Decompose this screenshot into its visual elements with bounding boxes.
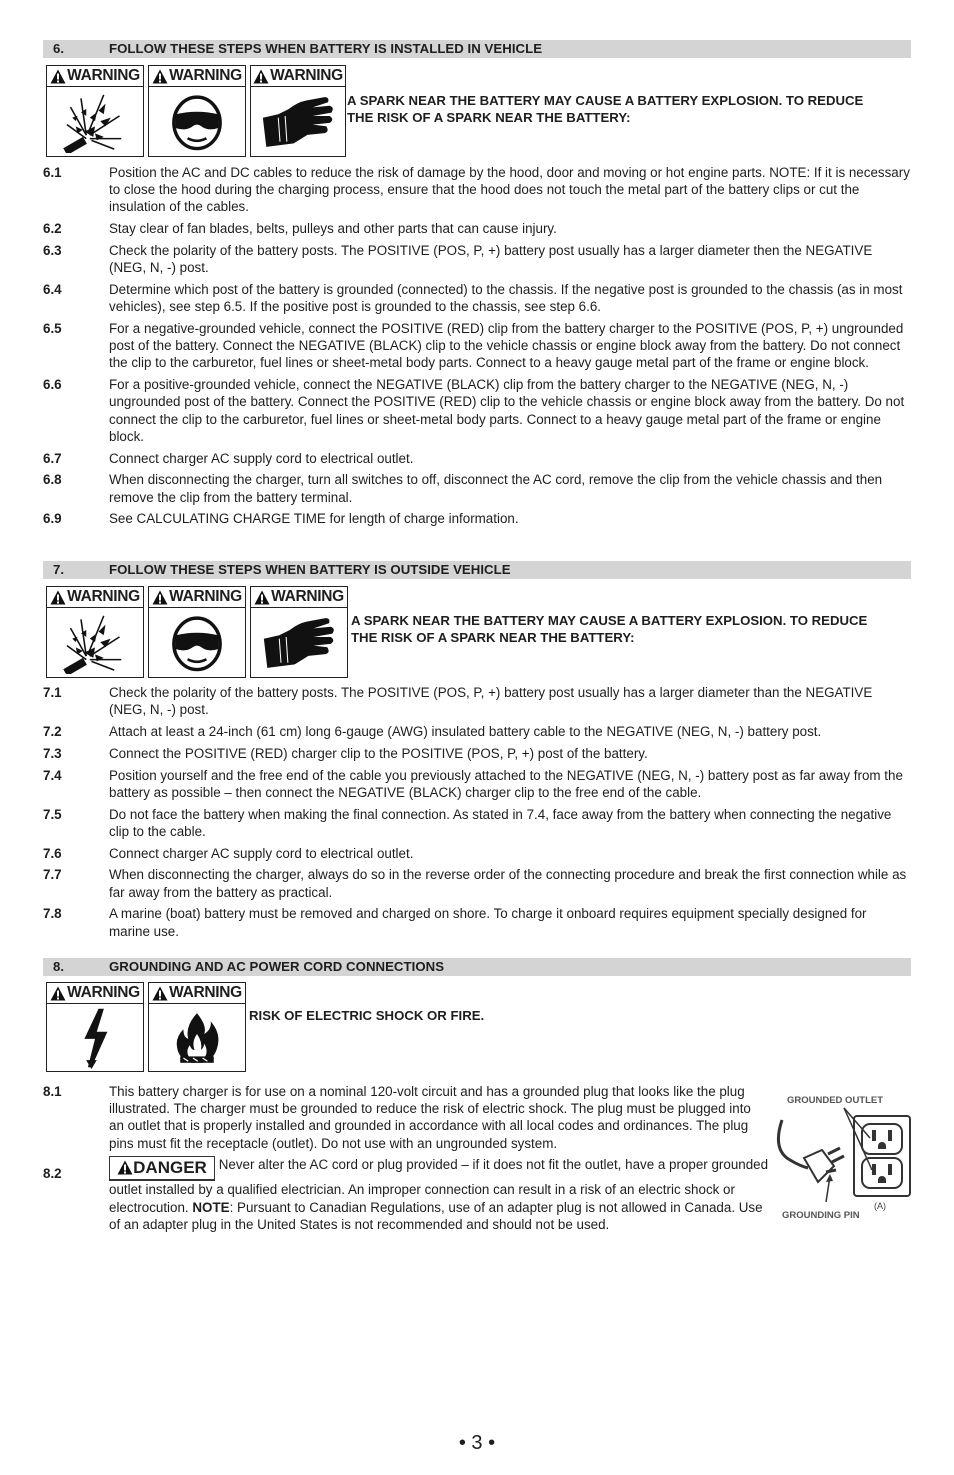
warning-triangle-icon (50, 986, 66, 1001)
electric-shock-icon (75, 1007, 115, 1069)
list-item: 6.9 See CALCULATING CHARGE TIME for length of charge information. (43, 511, 519, 527)
warning-triangle-icon (152, 590, 168, 605)
section-8-warning-text: RISK OF ELECTRIC SHOCK OR FIRE. (249, 1008, 485, 1023)
warning-label: WARNING (149, 983, 245, 1004)
section-number: 7. (53, 562, 64, 577)
list-item: 7.4 Position yourself and the free end of the cable you previously attached to the NEGATIVE (NEG, N, -) battery post as far away from the battery as possible – then connect the NEGATIVE (BLACK) charger clip to the free end of the cable. (43, 767, 903, 800)
warning-glove-box (250, 586, 348, 678)
list-item: 6.5 For a negative-grounded vehicle, connect the POSITIVE (RED) clip from the battery charger to the POSITIVE (POS, P, +) ungrounded post of the battery. Connect the NEGATIVE (BLACK) clip to the vehicle chassis or engine block away from the battery. Do not connect the clip to the carburetor, fuel lines or sheet-metal body parts. Connect to a heavy gauge metal part of the frame or engine block. (43, 321, 904, 371)
list-item: 8.1 This battery charger is for use on a nominal 120-volt circuit and has a grounded plug that looks like the plug illustrated. The charger must be grounded to reduce the risk of electric shock. The plug must be plugged into an outlet that is properly installed and grounded in accordance with all local codes and ordinances. The plug pins must fit the receptacle (outlet). Do not use with an ungrounded system. (43, 1084, 751, 1151)
warning-triangle-icon (50, 69, 66, 84)
list-item: 6.6 For a positive-grounded vehicle, connect the NEGATIVE (BLACK) clip from the battery charger to the NEGATIVE (NEG, N, -) ungrounded post of the battery. Connect the POSITIVE (RED) clip to the vehicle chassis or engine block away from the battery. Do not connect the clip to the carburetor, fuel lines or sheet-metal body parts. Connect to a heavy gauge metal part of the frame or engine block. (43, 377, 905, 444)
fire-icon (169, 1008, 225, 1068)
list-item: 6.1 Position the AC and DC cables to reduce the risk of damage by the hood, door and moving or hot engine parts. NOTE: If it is necessary to close the hood during the charging process, ensure that the hood does not touch the metal part of the battery clips or cut the insulation of the cables. (43, 165, 910, 215)
section-title: FOLLOW THESE STEPS WHEN BATTERY IS INSTALLED IN VEHICLE (109, 41, 543, 56)
grounded-outlet-figure (774, 1090, 914, 1225)
list-item: 7.8 A marine (boat) battery must be removed and charged on shore. To charge it onboard requires equipment specially designed for marine use. (43, 906, 867, 939)
list-item: 6.2 Stay clear of fan blades, belts, pulleys and other parts that can cause injury. (43, 221, 557, 237)
warning-label: WARNING (149, 66, 245, 87)
warning-explosion-box (46, 65, 144, 157)
section-7-warning-text: A SPARK NEAR THE BATTERY MAY CAUSE A BATTERY EXPLOSION. TO REDUCE THE RISK OF A SPARK NEAR THE BATTERY: (351, 613, 868, 645)
warning-label: WARNING (251, 66, 345, 87)
list-item: 7.3 Connect the POSITIVE (RED) charger clip to the POSITIVE (POS, P, +) post of the battery. (43, 745, 648, 761)
danger-triangle-icon (117, 1160, 133, 1175)
warning-triangle-icon (254, 590, 270, 605)
list-item: 6.3 Check the polarity of the battery posts. The POSITIVE (POS, P, +) battery post usually has a larger diameter then the NEGATIVE (NEG, N, -) post. (43, 243, 873, 276)
list-item: 7.2 Attach at least a 24-inch (61 cm) long 6-gauge (AWG) insulated battery cable to the NEGATIVE (NEG, N, -) battery post. (43, 724, 822, 739)
list-item: 8.2 DANGER Never alter the AC cord or plug provided – if it does not fit the outlet, have a proper grounded outlet installed by a qualified electrician. An improper connection can result in a risk of an electric shock or electrocution. NOTE: Pursuant to Canadian Regulations, use of an adapter plug is not allowed in Canada. Use of an adapter plug in the United States is not recommended and should not be used. (43, 1157, 769, 1232)
grounded-outlet-label: GROUNDED OUTLET (787, 1095, 884, 1106)
safety-goggles-icon (167, 92, 227, 152)
section-6-warning-icons (46, 65, 346, 157)
warning-glove-box (250, 65, 346, 157)
warning-label: WARNING (149, 587, 245, 608)
list-item: 7.7 When disconnecting the charger, always do so in the reverse order of the connecting procedure and break the first connection while as far away from the battery as practical. (43, 867, 907, 900)
list-item: 7.5 Do not face the battery when making the final connection. As stated in 7.4, face away from the battery when connecting the negative clip to the cable. (43, 806, 892, 839)
warning-triangle-icon (152, 69, 168, 84)
warning-goggles-box (148, 586, 246, 678)
section-7-header (43, 561, 911, 579)
list-item: 7.1 Check the polarity of the battery posts. The POSITIVE (POS, P, +) battery post usually has a larger diameter than the NEGATIVE (NEG, N, -) post. (43, 685, 873, 718)
warning-label: WARNING (47, 983, 143, 1004)
grounded-plug-outlet-illustration (774, 1090, 914, 1225)
list-item: 6.8 When disconnecting the charger, turn all switches to off, disconnect the AC cord, remove the clip from the vehicle chassis and then remove the clip from the battery terminal. (43, 472, 883, 505)
protective-glove-icon (258, 92, 338, 152)
warning-triangle-icon (50, 590, 66, 605)
section-number: 6. (53, 41, 64, 56)
warning-label: WARNING (47, 587, 143, 608)
section-title: FOLLOW THESE STEPS WHEN BATTERY IS OUTSIDE VEHICLE (109, 562, 511, 577)
page-number: • 3 • (458, 1432, 496, 1454)
section-8-warning-icons (46, 982, 246, 1072)
warning-triangle-icon (253, 69, 269, 84)
section-8-header (43, 958, 911, 976)
section-6-steps (43, 164, 911, 532)
warning-explosion-box (46, 586, 144, 678)
warning-triangle-icon (152, 986, 168, 1001)
warning-goggles-box (148, 65, 246, 157)
section-7-warning-icons (46, 586, 348, 678)
explosion-icon (60, 612, 130, 674)
list-item: 7.6 Connect charger AC supply cord to electrical outlet. (43, 845, 414, 861)
section-6-warning-text: A SPARK NEAR THE BATTERY MAY CAUSE A BATTERY EXPLOSION. TO REDUCE THE RISK OF A SPARK NEAR THE BATTERY: (347, 93, 864, 125)
section-6-header (43, 40, 911, 58)
protective-glove-icon (259, 613, 339, 673)
warning-fire-box (148, 982, 246, 1072)
explosion-icon (60, 91, 130, 153)
figure-label: (A) (874, 1201, 886, 1211)
section-8-steps (43, 1083, 769, 1238)
section-number: 8. (53, 959, 64, 974)
list-item: 6.4 Determine which post of the battery is grounded (connected) to the chassis. If the negative post is grounded to the chassis (as in most vehicles), see step 6.5. If the positive post is grounded to the chassis, see step 6.6. (43, 282, 903, 315)
warning-label: WARNING (47, 66, 143, 87)
danger-label: DANGER (109, 1156, 215, 1181)
warning-label: WARNING (251, 587, 347, 608)
section-title: GROUNDING AND AC POWER CORD CONNECTIONS (109, 959, 445, 974)
warning-shock-box (46, 982, 144, 1072)
safety-goggles-icon (167, 613, 227, 673)
grounding-pin-label: GROUNDING PIN (782, 1210, 860, 1221)
list-item: 6.7 Connect charger AC supply cord to electrical outlet. (43, 450, 414, 466)
section-7-steps (43, 684, 911, 944)
